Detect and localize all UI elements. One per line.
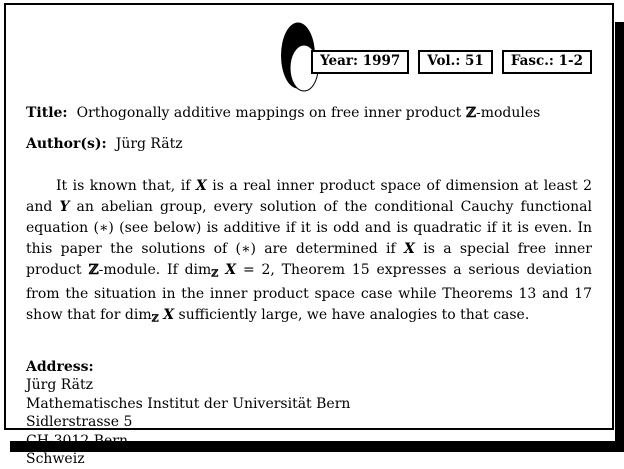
abstract-text	[26, 176, 592, 330]
address-line: Schweiz	[26, 451, 85, 468]
text-segment: = 2, Theorem 15 expresses a serious deviation from the situation in the inner product space case while Theorems 13 and 17 show that for dim	[26, 262, 593, 324]
math-symbol: X	[225, 262, 237, 278]
title-label: Title:	[26, 105, 68, 121]
author-line	[26, 134, 592, 155]
math-symbol: ℤ	[465, 105, 476, 121]
text-segment: -module. If dim	[98, 262, 212, 278]
text-segment: -modules	[476, 105, 541, 121]
address-line: CH-3012 Bern	[26, 432, 129, 449]
math-symbol: ℤ	[88, 262, 99, 278]
math-symbol: ℤ	[211, 268, 219, 280]
page-header	[26, 5, 592, 97]
address-line: Sidlerstrasse 5	[26, 414, 133, 431]
math-symbol: X	[404, 241, 415, 257]
text-segment: sufficiently large, we have analogies to that case.	[174, 307, 530, 324]
fascicle-box: Fasc.: 1-2	[502, 50, 592, 74]
author-name: Jürg Rätz	[115, 136, 183, 152]
address-line: Jürg Rätz	[26, 377, 93, 394]
math-symbol: X	[163, 307, 175, 324]
author-label: Author(s):	[26, 136, 107, 152]
text-segment: is a real inner product space of dimension at least 2 and	[26, 178, 592, 215]
math-symbol: Y	[59, 199, 70, 215]
math-symbol: X	[195, 178, 207, 194]
address-block	[26, 358, 592, 469]
text-segment: an abelian group, every solution of the conditional Cauchy functional equation (∗) (see below) is additive if it is odd and is quadratic if it is even. In this paper the solutions of (∗) are determined if	[26, 199, 592, 257]
math-symbol: ℤ	[151, 313, 159, 325]
text-segment: is a special free inner product	[26, 241, 592, 278]
issue-info-boxes	[311, 50, 592, 74]
year-box: Year: 1997	[311, 50, 409, 74]
abstract-page	[4, 3, 614, 468]
text-segment: It is known that, if	[56, 178, 196, 194]
address-label: Address:	[26, 358, 94, 375]
text-segment: Orthogonally additive mappings on free inner product	[76, 105, 466, 121]
volume-box: Vol.: 51	[418, 50, 493, 74]
address-line: Mathematisches Institut der Universität Bern	[26, 395, 351, 412]
page-shadow-right	[615, 22, 624, 452]
